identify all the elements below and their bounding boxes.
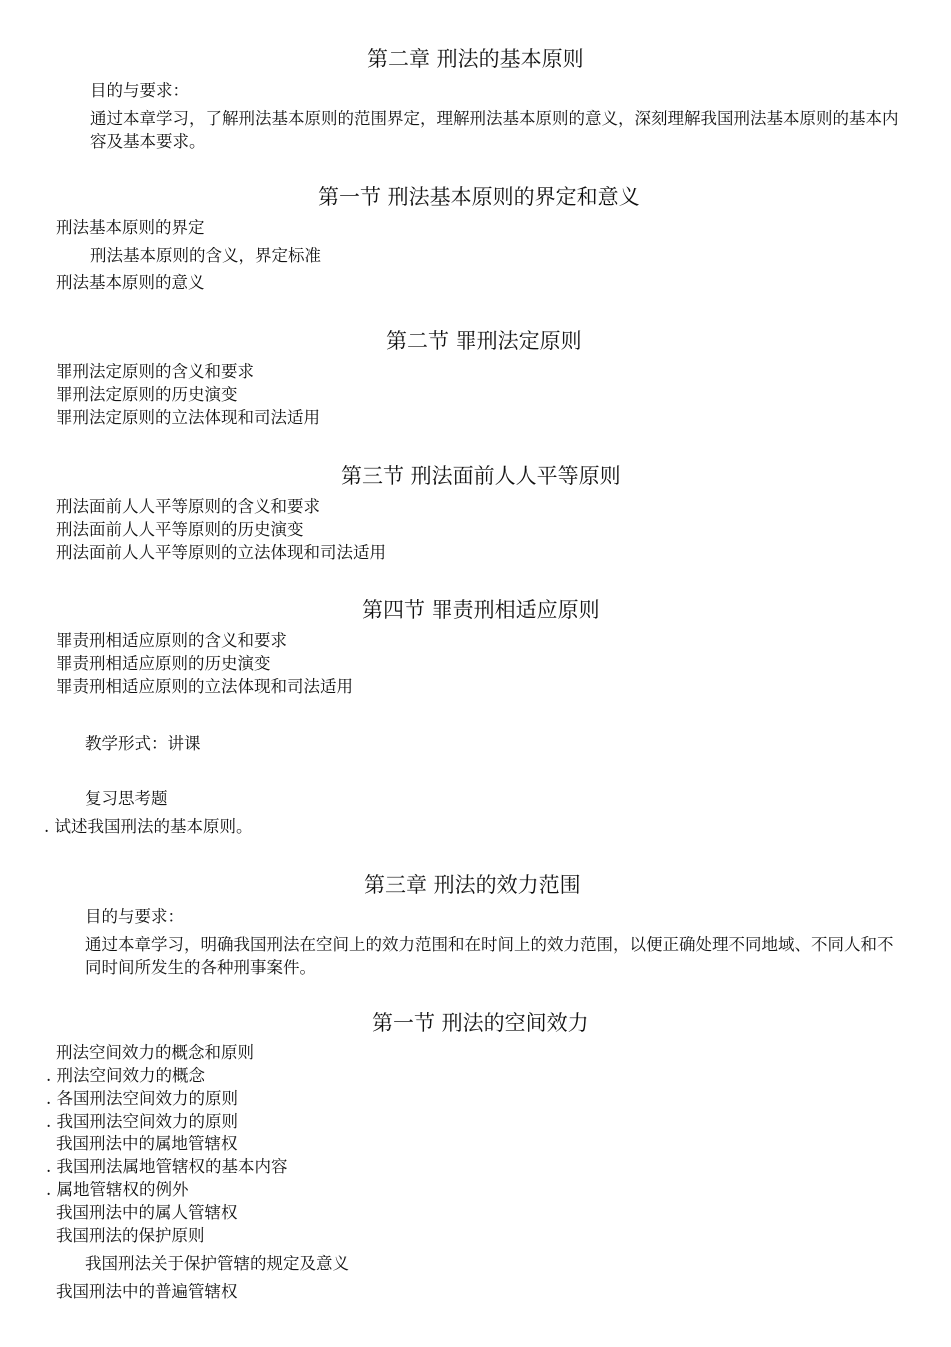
ch3-s1-item: . 我国刑法空间效力的原则 [46, 1112, 238, 1131]
ch2-s2-item: 罪刑法定原则的历史演变 [56, 385, 238, 404]
ch3-s1-item: 我国刑法关于保护管辖的规定及意义 [85, 1254, 349, 1273]
ch3-s1-item: . 属地管辖权的例外 [46, 1180, 189, 1199]
ch2-section-4-title: 第四节 罪责刑相适应原则 [362, 598, 600, 622]
chapter-3-title: 第三章 刑法的效力范围 [364, 873, 581, 897]
ch3-s1-item: 我国刑法中的普遍管辖权 [56, 1282, 238, 1301]
chapter-3-goal-text: 通过本章学习，明确我国刑法在空间上的效力范围和在时间上的效力范围，以便正确处理不同地域、不同人和不同时间所发生的各种刑事案件。 [85, 935, 894, 977]
ch3-s1-item: 我国刑法中的属人管辖权 [56, 1203, 238, 1222]
ch2-section-3-title: 第三节 刑法面前人人平等原则 [341, 464, 621, 488]
ch2-s3-item: 刑法面前人人平等原则的立法体现和司法适用 [56, 543, 386, 562]
ch3-s1-item: . 刑法空间效力的概念 [46, 1066, 205, 1085]
ch3-s1-item: 我国刑法中的属地管辖权 [56, 1134, 238, 1153]
ch2-s4-item: 罪责刑相适应原则的立法体现和司法适用 [56, 677, 353, 696]
ch3-s1-item: 我国刑法的保护原则 [56, 1226, 205, 1245]
chapter-3-goal-label: 目的与要求： [85, 907, 184, 926]
ch2-s3-item: 刑法面前人人平等原则的历史演变 [56, 520, 304, 539]
ch2-s2-item: 罪刑法定原则的含义和要求 [56, 362, 254, 381]
ch3-s1-item: 刑法空间效力的概念和原则 [56, 1043, 254, 1062]
ch3-section-1-title: 第一节 刑法的空间效力 [372, 1011, 589, 1035]
review-title: 复习思考题 [85, 789, 168, 808]
chapter-2-title: 第二章 刑法的基本原则 [367, 47, 584, 71]
chapter-2-goal-label: 目的与要求： [90, 81, 189, 100]
ch2-s2-item: 罪刑法定原则的立法体现和司法适用 [56, 408, 320, 427]
ch2-s3-item: 刑法面前人人平等原则的含义和要求 [56, 497, 320, 516]
ch3-s1-item: . 我国刑法属地管辖权的基本内容 [46, 1157, 288, 1176]
review-question: . 试述我国刑法的基本原则。 [44, 817, 253, 836]
ch2-section-2-title: 第二节 罪刑法定原则 [386, 329, 582, 353]
ch2-section-1-title: 第一节 刑法基本原则的界定和意义 [318, 185, 640, 209]
ch2-s1-item: 刑法基本原则的意义 [56, 273, 205, 292]
ch2-s1-item: 刑法基本原则的界定 [56, 218, 205, 237]
ch2-s1-item: 刑法基本原则的含义，界定标准 [90, 246, 321, 265]
ch2-s4-item: 罪责刑相适应原则的历史演变 [56, 654, 271, 673]
chapter-2-goal-text: 通过本章学习，了解刑法基本原则的范围界定，理解刑法基本原则的意义，深刻理解我国刑法基本原则的基本内容及基本要求。 [90, 109, 899, 151]
ch2-s4-item: 罪责刑相适应原则的含义和要求 [56, 631, 287, 650]
teaching-form: 教学形式：讲课 [85, 734, 201, 753]
ch3-s1-item: . 各国刑法空间效力的原则 [46, 1089, 238, 1108]
